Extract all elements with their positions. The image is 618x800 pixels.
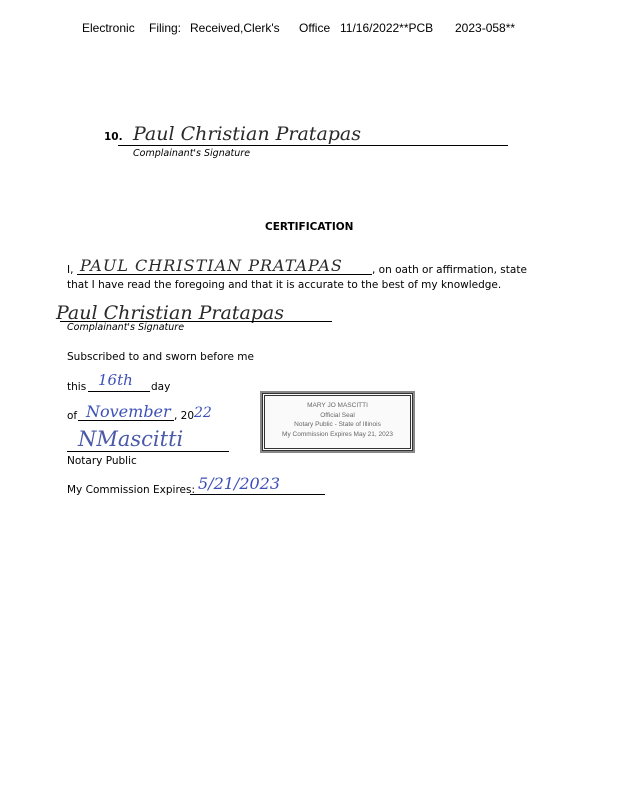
month-line (78, 420, 174, 421)
certification-line1-suffix: , on oath or affirmation, state (372, 264, 527, 276)
notary-seal (262, 393, 413, 451)
commission-line (190, 494, 325, 495)
certification-signature: Paul Christian Pratapas (56, 302, 285, 324)
certification-title: CERTIFICATION (265, 221, 354, 233)
header-date: 11/16/2022**PCB (340, 21, 434, 35)
header-filing: Filing: (149, 21, 182, 35)
certification-signature-caption: Complainant's Signature (67, 322, 185, 333)
header-electronic: Electronic (82, 21, 135, 35)
header-number: 2023-058** (455, 21, 516, 35)
of-label: of (67, 410, 78, 422)
seal-line4: My Commission Expires May 21, 2023 (282, 430, 393, 438)
day-value: 16th (98, 371, 133, 389)
commission-value: 5/21/2023 (198, 474, 281, 493)
certification-name-handwritten: PAUL CHRISTIAN PRATAPAS (80, 256, 343, 275)
certification-line2: that I have read the foregoing and that it is accurate to the best of my knowledge. (67, 279, 502, 291)
subscribed-text: Subscribed to and sworn before me (67, 351, 254, 363)
item-signature-line (118, 145, 508, 146)
header-received: Received,Clerk's (190, 21, 280, 35)
notary-label: Notary Public (67, 455, 137, 467)
item-signature-caption: Complainant's Signature (133, 148, 251, 159)
header-office: Office (299, 21, 331, 35)
year-prefix: , 20 (174, 410, 195, 422)
certification-name-line (77, 274, 372, 275)
notary-signature: NMascitti (78, 427, 184, 451)
commission-label: My Commission Expires: (67, 484, 195, 496)
seal-line2: Official Seal (320, 411, 355, 419)
item-number: 10. (104, 131, 123, 143)
notary-signature-line (67, 451, 229, 452)
certification-prefix: I, (67, 264, 74, 276)
day-line (88, 391, 150, 392)
item-signature: Paul Christian Pratapas (133, 123, 362, 145)
day-label: day (151, 381, 171, 393)
year-value: 22 (194, 405, 212, 421)
seal-line3: Notary Public - State of Illinois (294, 421, 381, 428)
month-value: November (86, 402, 171, 421)
seal-name: MARY JO MASCITTI (307, 402, 368, 409)
this-label: this (67, 381, 87, 393)
